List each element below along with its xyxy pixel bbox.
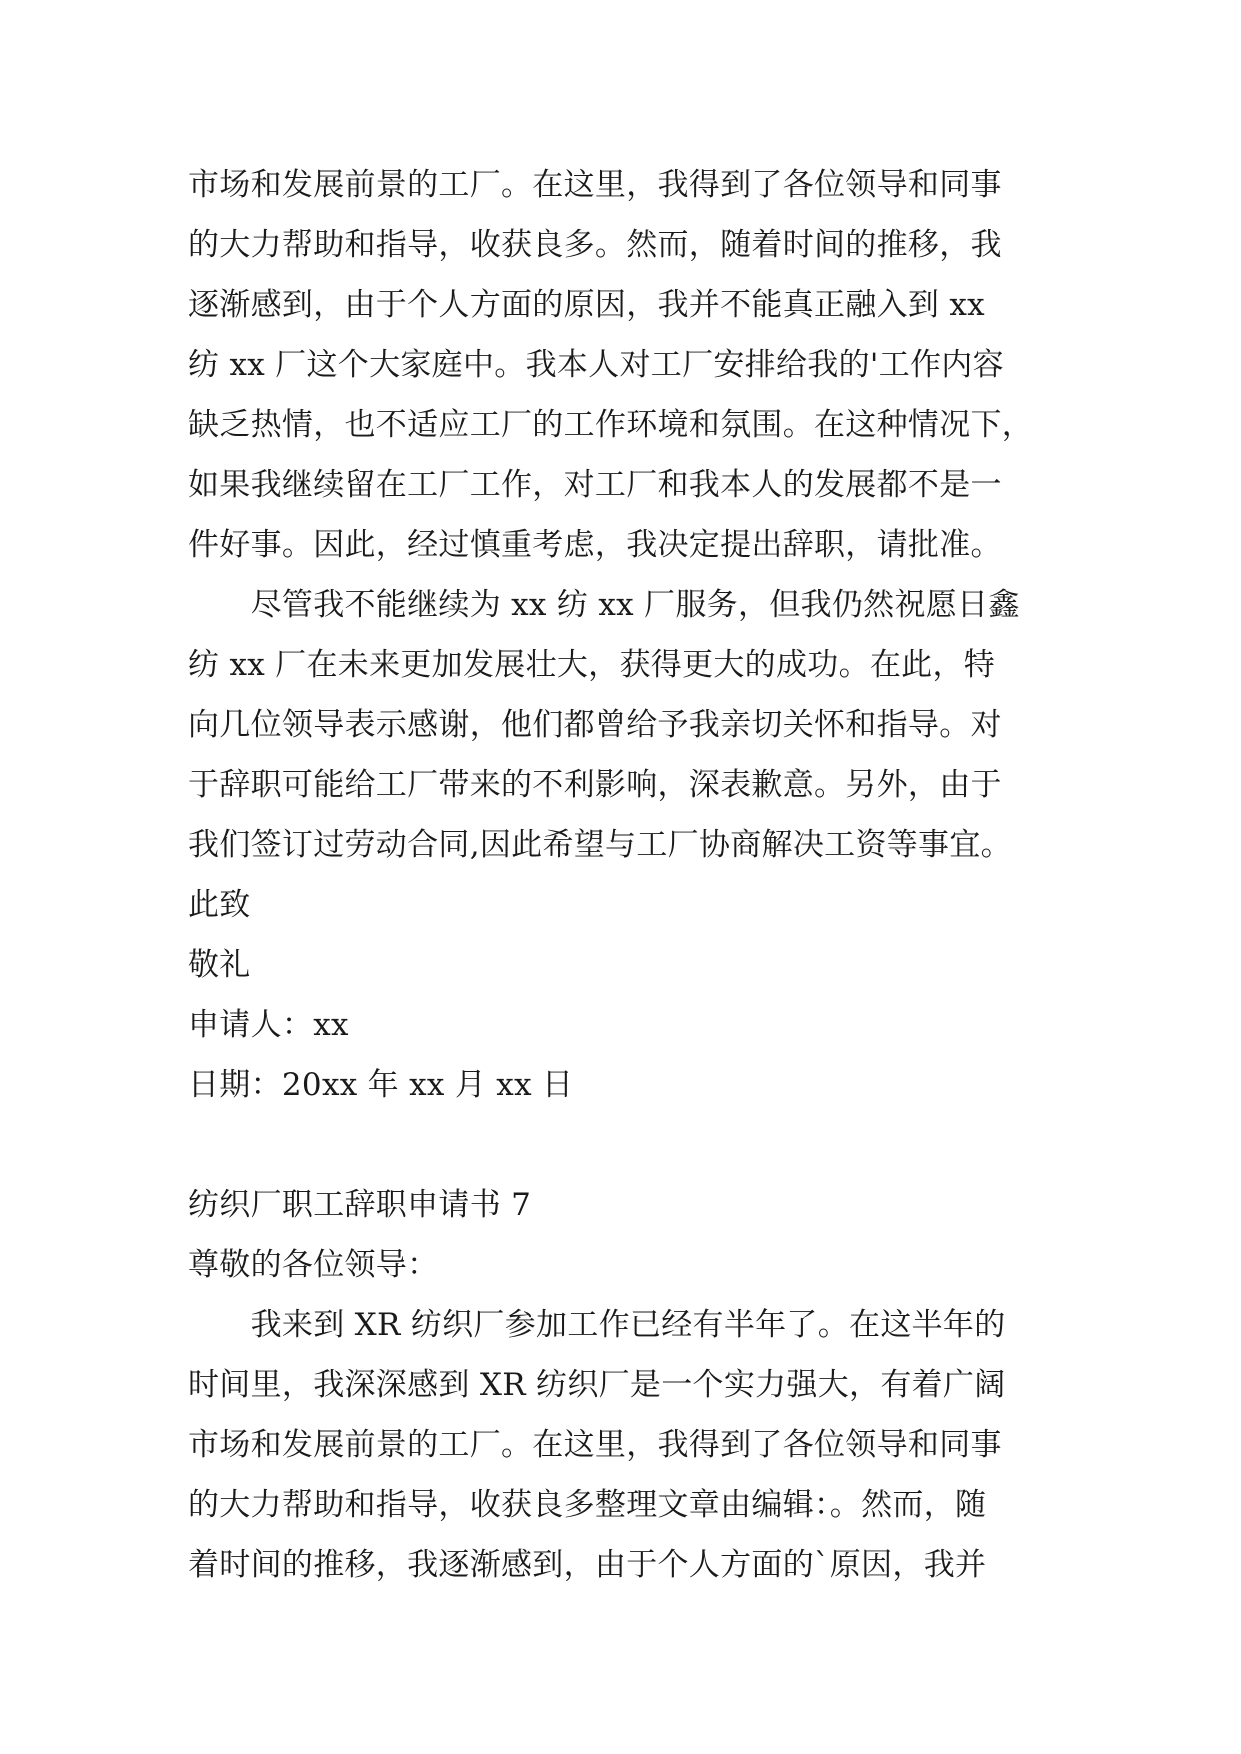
text-line: 尽管我不能继续为 xx 纺 xx 厂服务，但我仍然祝愿日鑫 <box>188 587 1020 623</box>
date-line: 日期：20xx 年 xx 月 xx 日 <box>188 1067 574 1103</box>
text-line: 缺乏热情，也不适应工厂的工作环境和氛围。在这种情况下， <box>188 407 1034 443</box>
text-line: 着时间的推移，我逐渐感到，由于个人方面的`原因，我并 <box>188 1547 987 1583</box>
text-line: 纺 xx 厂这个大家庭中。我本人对工厂安排给我的'工作内容 <box>188 347 1004 383</box>
closing-salutation: 此致 <box>188 887 251 923</box>
text-line: 市场和发展前景的工厂。在这里，我得到了各位领导和同事 <box>188 167 1002 203</box>
text-line: 的大力帮助和指导，收获良多整理文章由编辑：。然而，随 <box>188 1487 987 1523</box>
applicant-line: 申请人：xx <box>188 1007 349 1043</box>
text-line: 我们签订过劳动合同,因此希望与工厂协商解决工资等事宜。 <box>188 827 1012 863</box>
text-line: 向几位领导表示感谢，他们都曾给予我亲切关怀和指导。对 <box>188 707 1002 743</box>
document-body <box>188 155 1068 1595</box>
closing-regards: 敬礼 <box>188 947 251 983</box>
text-line: 纺 xx 厂在未来更加发展壮大，获得更大的成功。在此，特 <box>188 647 996 683</box>
text-line: 市场和发展前景的工厂。在这里，我得到了各位领导和同事 <box>188 1427 1002 1463</box>
letter-block-1 <box>188 155 1068 1115</box>
section-gap <box>188 1115 1068 1175</box>
text-line: 逐渐感到，由于个人方面的原因，我并不能真正融入到 xx <box>188 287 985 323</box>
text-line: 时间里，我深深感到 XR 纺织厂是一个实力强大，有着广阔 <box>188 1367 1006 1403</box>
text-line: 于辞职可能给工厂带来的不利影响，深表歉意。另外，由于 <box>188 767 1002 803</box>
letter-block-2 <box>188 1175 1068 1595</box>
text-line: 的大力帮助和指导，收获良多。然而，随着时间的推移，我 <box>188 227 1002 263</box>
section-title: 纺织厂职工辞职申请书 7 <box>188 1187 532 1223</box>
salutation: 尊敬的各位领导： <box>188 1247 439 1283</box>
text-line: 件好事。因此，经过慎重考虑，我决定提出辞职，请批准。 <box>188 527 1002 563</box>
text-line: 如果我继续留在工厂工作，对工厂和我本人的发展都不是一 <box>188 467 1002 503</box>
text-line: 我来到 XR 纺织厂参加工作已经有半年了。在这半年的 <box>188 1307 1006 1343</box>
